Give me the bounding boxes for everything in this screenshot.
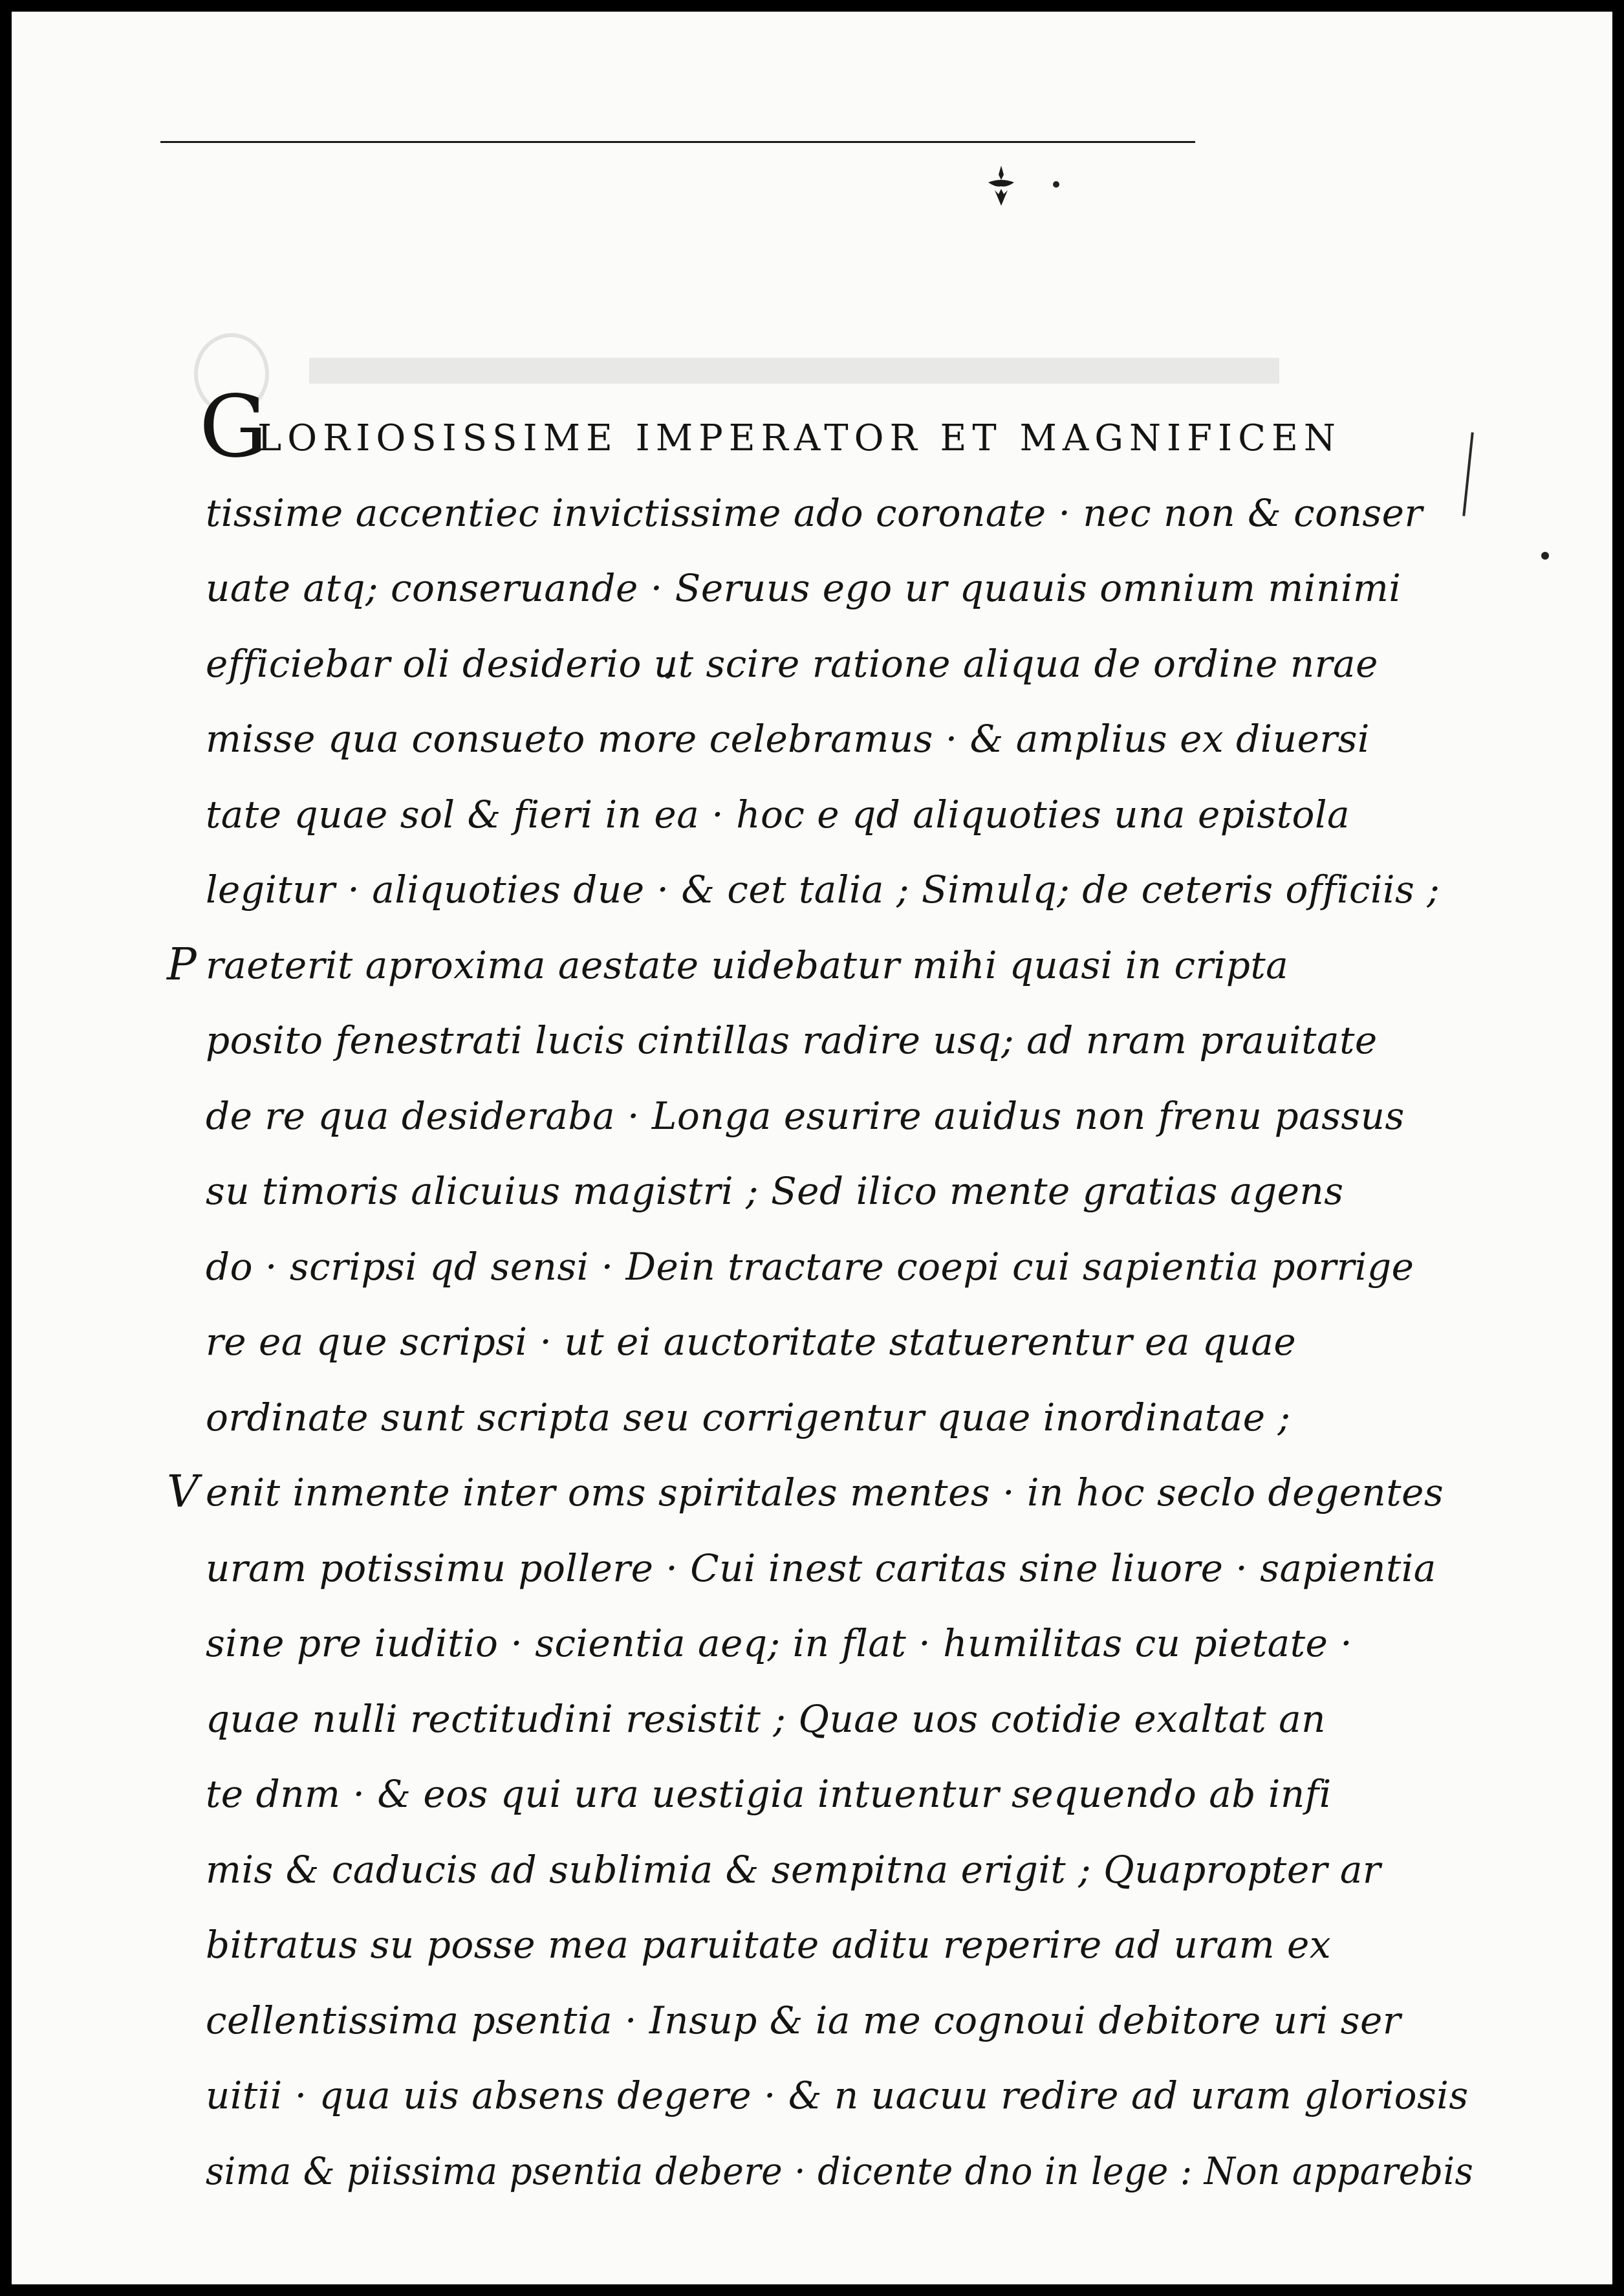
initial-letter: G (199, 377, 268, 477)
manuscript-line (206, 1983, 1499, 2059)
bleed-through-shadow (193, 322, 1357, 406)
line-text: tate quae sol & fieri in ea · hoc e qd aliquoties una epistola (206, 792, 1350, 836)
ink-speck (1541, 552, 1549, 560)
line-text: ordinate sunt scripta seu corrigentur quae inordinatae ; (206, 1395, 1291, 1439)
manuscript-line (206, 1606, 1499, 1681)
line-text: de re qua desideraba · Longa esurire auidus non frenu passus (206, 1093, 1405, 1138)
initial-letter: V (167, 1467, 199, 1518)
line-text: misse qua consueto more celebramus · & amplius ex diuersi (206, 717, 1370, 761)
manuscript-line (206, 701, 1499, 777)
line-text: legitur · aliquoties due · & cet talia ; Simulq; de ceteris officiis ; (206, 868, 1440, 912)
manuscript-line (206, 1907, 1499, 1983)
manuscript-page (12, 12, 1612, 2284)
manuscript-line (199, 377, 1499, 477)
ornament-mark (975, 160, 1027, 212)
line-text: quae nulli rectitudini resistit ; Quae uos cotidie exaltat an (206, 1696, 1326, 1741)
line-text: uram potissimu pollere · Cui inest caritas sine liuore · sapientia (206, 1546, 1436, 1590)
header-rule (160, 141, 1195, 143)
manuscript-line (206, 1003, 1499, 1078)
line-text: uate atq; conseruande · Seruus ego ur quauis omnium minimi (206, 566, 1402, 610)
manuscript-line (206, 777, 1499, 853)
manuscript-line (206, 1756, 1499, 1832)
manuscript-line (206, 1153, 1499, 1229)
manuscript-line (206, 476, 1499, 551)
line-text: LORIOSISSIME IMPERATOR ET MAGNIFICEN (257, 417, 1341, 459)
line-text: te dnm · & eos qui ura uestigia intuentur sequendo ab infi (206, 1772, 1332, 1816)
ink-speck (1053, 181, 1059, 188)
line-text: enit inmente inter oms spiritales mentes · in hoc seclo degentes (206, 1471, 1444, 1514)
line-text: do · scripsi qd sensi · Dein tractare coepi cui sapientia porrige (206, 1244, 1414, 1289)
manuscript-line (167, 1455, 1499, 1531)
manuscript-line (167, 928, 1499, 1003)
line-text: tissime accentiec invictissime ado coronate · nec non & conser (206, 490, 1423, 535)
manuscript-line (206, 2134, 1499, 2209)
line-text: uitii · qua uis absens degere · & n uacuu redire ad uram gloriosis (206, 2073, 1469, 2117)
initial-letter: P (167, 939, 197, 990)
line-text: re ea que scripsi · ut ei auctoritate statuerentur ea quae (206, 1320, 1297, 1364)
line-text: efficiebar oli desiderio ut scire ratione aliqua de ordine nrae (206, 641, 1378, 686)
manuscript-line (206, 1531, 1499, 1606)
manuscript-line (206, 1078, 1499, 1154)
manuscript-line (206, 626, 1499, 702)
line-text: sima & piissima psentia debere · dicente dno in lege : Non apparebis (206, 2148, 1474, 2193)
line-text: sine pre iuditio · scientia aeq; in flat · humilitas cu pietate · (206, 1621, 1353, 1665)
line-text: raeterit aproxima aestate uidebatur mihi quasi in cripta (206, 943, 1289, 987)
line-text: su timoris alicuius magistri ; Sed ilico mente gratias agens (206, 1169, 1344, 1213)
manuscript-line (206, 852, 1499, 928)
manuscript-line (206, 1681, 1499, 1757)
line-text: mis & caducis ad sublimia & sempitna erigit ; Quapropter ar (206, 1847, 1381, 1892)
manuscript-line (206, 551, 1499, 626)
manuscript-line (206, 1229, 1499, 1305)
line-text: posito fenestrati lucis cintillas radire usq; ad nram prauitate (206, 1018, 1378, 1062)
manuscript-line (206, 2058, 1499, 2134)
manuscript-text (167, 377, 1499, 2209)
manuscript-line (206, 1380, 1499, 1456)
line-text: bitratus su posse mea paruitate aditu reperire ad uram ex (206, 1923, 1332, 1967)
manuscript-line (206, 1304, 1499, 1380)
line-text: cellentissima psentia · Insup & ia me cognoui debitore uri ser (206, 1998, 1402, 2042)
manuscript-line (206, 1832, 1499, 1908)
